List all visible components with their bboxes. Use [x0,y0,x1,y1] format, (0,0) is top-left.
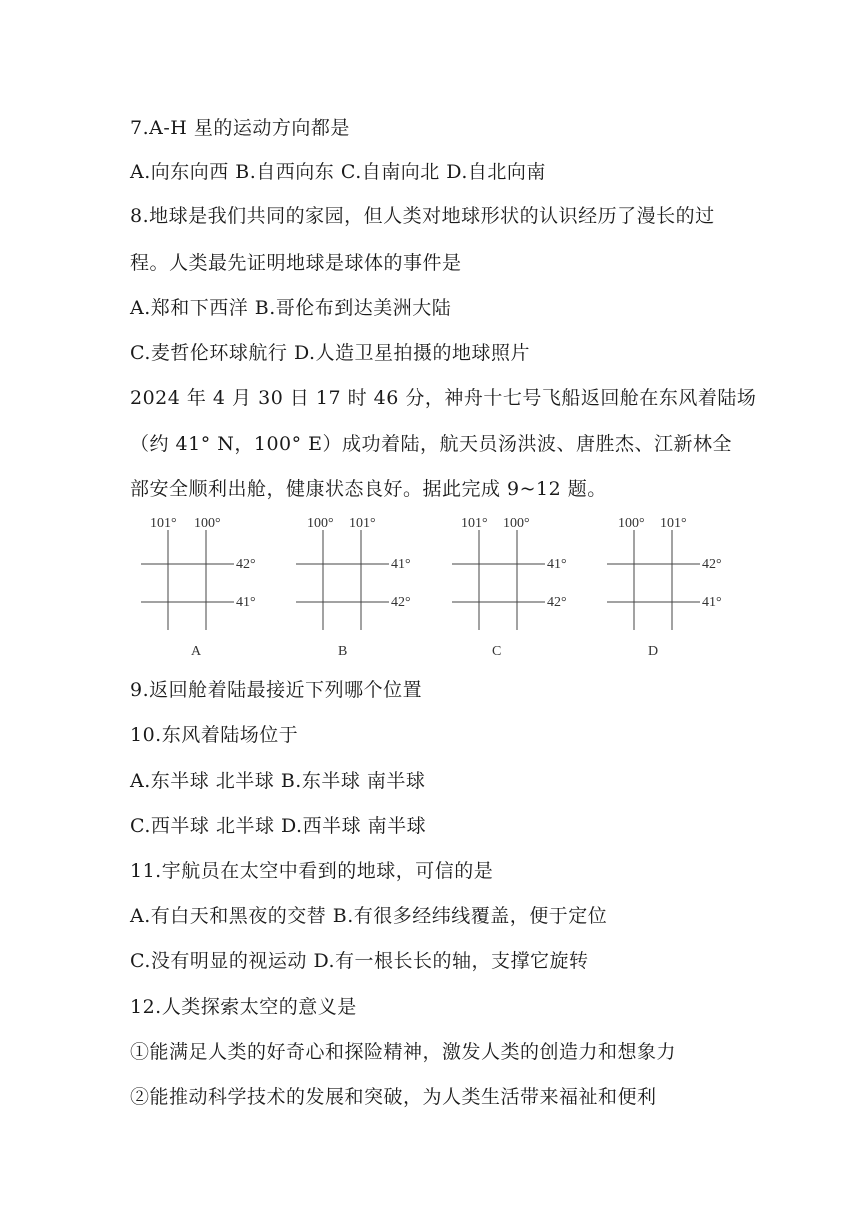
grid-b-lon-right: 101° [349,516,376,531]
grid-c-lines [449,512,599,662]
grid-d-lines [604,512,754,662]
grid-b-lon-left: 100° [307,516,334,531]
grid-c-lat-top: 41° [547,557,567,572]
grid-d-caption: D [648,644,659,659]
question-10-options-cd: C.西半球 北半球 D.西半球 南半球 [130,815,427,837]
question-10-options-ab: A.东半球 北半球 B.东半球 南半球 [130,770,426,792]
grid-d-lon-left: 100° [618,516,645,531]
question-8-stem-line-2: 程。人类最先证明地球是球体的事件是 [130,252,462,274]
grid-b-caption: B [338,644,348,659]
question-7-stem: 7.A-H 星的运动方向都是 [130,117,350,139]
grid-d-lat-bottom: 41° [702,595,722,610]
grid-b-lat-top: 41° [391,557,411,572]
passage-line-1: 2024 年 4 月 30 日 17 时 46 分，神舟十七号飞船返回舱在东风着陆场 [130,387,757,409]
question-12-statement-2: ②能推动科学技术的发展和突破，为人类生活带来福祉和便利 [130,1086,657,1108]
grid-d-lat-top: 42° [702,557,722,572]
grid-b-lat-bottom: 42° [391,595,411,610]
grid-d [604,512,754,662]
grid-a-lon-right: 100° [194,516,221,531]
question-7-options: A.向东向西 B.自西向东 C.自南向北 D.自北向南 [130,161,546,183]
question-8-options-cd: C.麦哲伦环球航行 D.人造卫星拍摄的地球照片 [130,342,531,364]
question-8-options-ab: A.郑和下西洋 B.哥伦布到达美洲大陆 [130,297,452,319]
grid-d-lon-right: 101° [660,516,687,531]
question-11-options-cd: C.没有明显的视运动 D.有一根长长的轴，支撑它旋转 [130,950,589,972]
grid-c-lat-bottom: 42° [547,595,567,610]
grid-a [138,512,288,662]
grid-b-lines [293,512,443,662]
grid-c-lon-right: 100° [503,516,530,531]
lat-lon-grid-figure [130,512,740,662]
grid-c-caption: C [492,644,502,659]
grid-a-lat-bottom: 41° [236,595,256,610]
grid-a-caption: A [191,644,202,659]
question-12-statement-1: ①能满足人类的好奇心和探险精神，激发人类的创造力和想象力 [130,1041,677,1063]
grid-a-lon-left: 101° [150,516,177,531]
question-12-stem: 12.人类探索太空的意义是 [130,996,357,1018]
question-11-stem: 11.宇航员在太空中看到的地球，可信的是 [130,860,494,882]
question-9-stem: 9.返回舱着陆最接近下列哪个位置 [130,679,423,701]
grid-a-lines [138,512,288,662]
question-11-options-ab: A.有白天和黑夜的交替 B.有很多经纬线覆盖，便于定位 [130,905,608,927]
grid-c [449,512,599,662]
question-8-stem-line-1: 8.地球是我们共同的家园，但人类对地球形状的认识经历了漫长的过 [130,205,715,227]
passage-line-2: （约 41° N，100° E）成功着陆，航天员汤洪波、唐胜杰、江新林全 [130,433,733,455]
question-10-stem: 10.东风着陆场位于 [130,724,299,746]
grid-a-lat-top: 42° [236,557,256,572]
passage-line-3: 部安全顺利出舱，健康状态良好。据此完成 9~12 题。 [130,478,607,500]
grid-b [293,512,443,662]
grid-c-lon-left: 101° [461,516,488,531]
